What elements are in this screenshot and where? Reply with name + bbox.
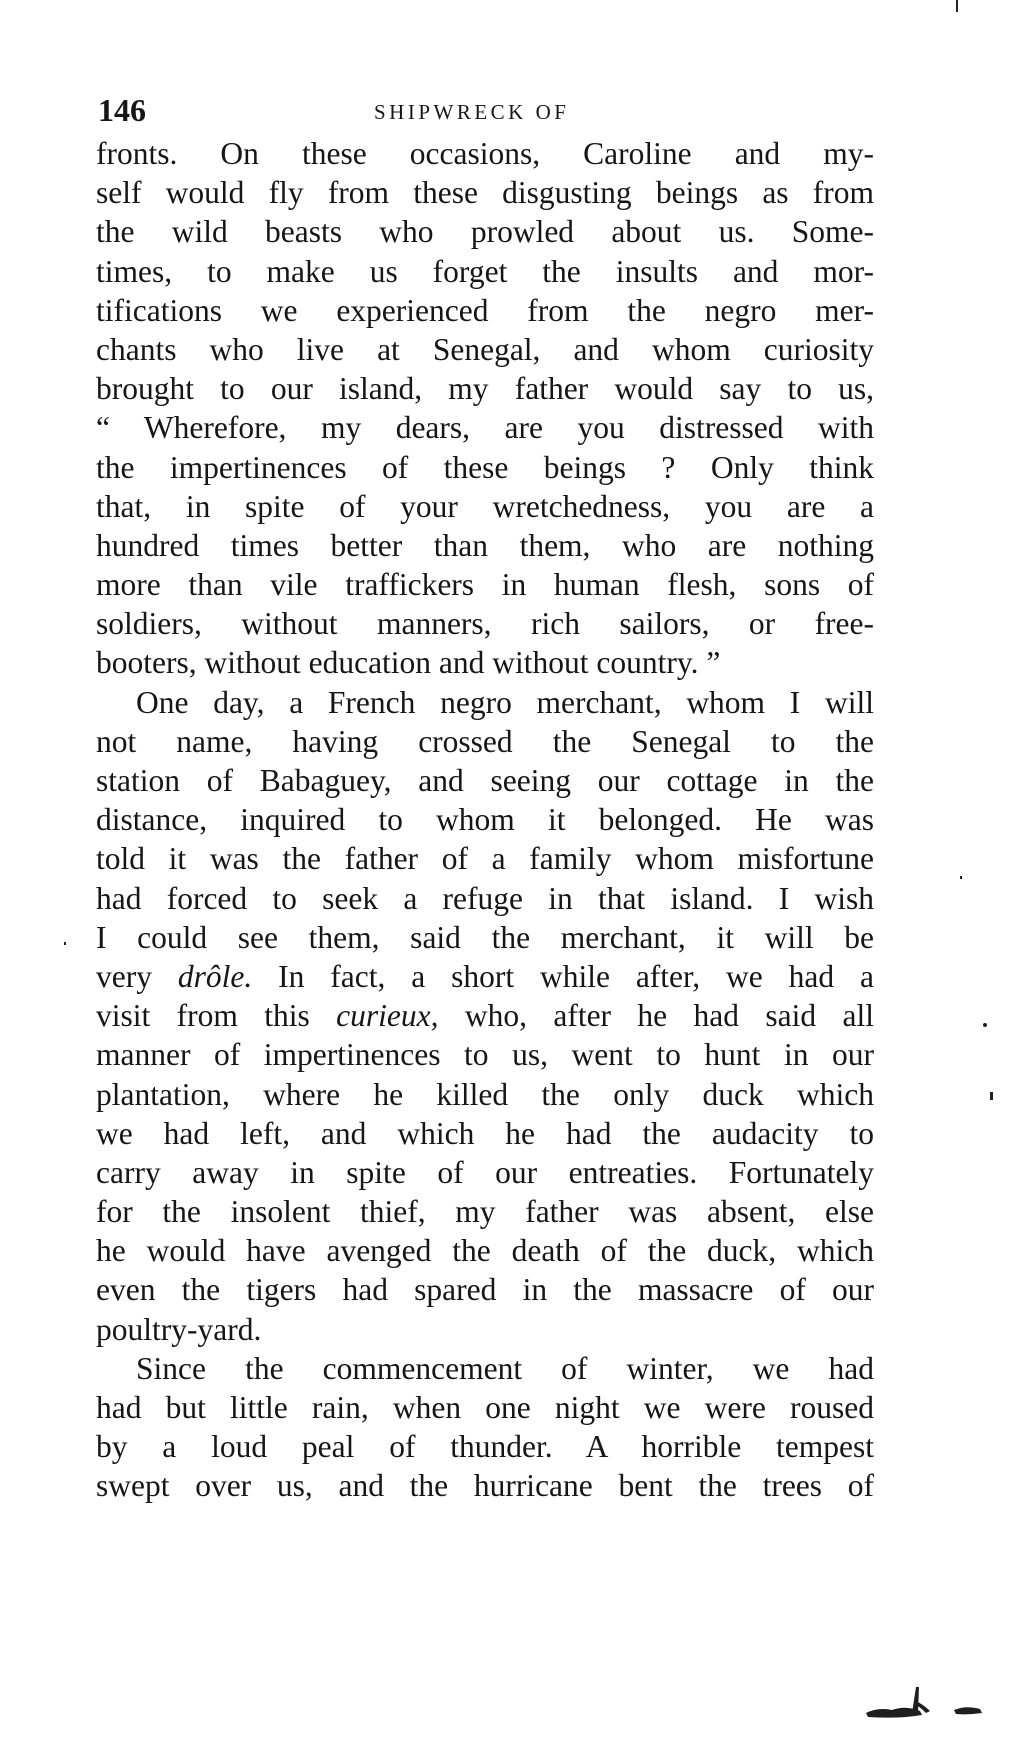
- text-line: carry away in spite of our entreaties. Fortunately: [96, 1154, 874, 1190]
- text-line: One day, a French negro merchant, whom I will: [136, 684, 874, 720]
- print-speck: [64, 942, 66, 945]
- printers-ornament-icon: [858, 1683, 1018, 1723]
- text-line: by a loud peal of thunder. A horrible tempest: [96, 1429, 874, 1465]
- text-line: manner of impertinences to us, went to hunt in our: [96, 1037, 874, 1073]
- text-line: the impertinences of these beings ? Only think: [96, 449, 874, 485]
- text-line: even the tigers had spared in the massacre of our: [96, 1272, 874, 1308]
- text-run: visit from this: [96, 998, 337, 1034]
- text-line: times, to make us forget the insults and mor-: [96, 253, 874, 289]
- text-line: [96, 957, 874, 996]
- text-line: swept over us, and the hurricane bent the trees of: [96, 1468, 874, 1504]
- text-line: plantation, where he killed the only duck which: [96, 1076, 874, 1112]
- text-line: “ Wherefore, my dears, are you distressed with: [96, 410, 874, 446]
- text-line: hundred times better than them, who are nothing: [96, 527, 874, 563]
- text-line: tifications we experienced from the negro mer-: [96, 292, 874, 328]
- text-line: told it was the father of a family whom misfortune: [96, 841, 874, 877]
- text-line: that, in spite of your wretchedness, you are a: [96, 488, 874, 524]
- text-line: not name, having crossed the Senegal to the: [96, 723, 874, 759]
- print-speck: [956, 0, 958, 12]
- text-line: I could see them, said the merchant, it will be: [96, 919, 874, 955]
- text-line: had forced to seek a refuge in that island. I wish: [96, 880, 874, 916]
- text-line: Since the commencement of winter, we had: [136, 1350, 874, 1386]
- text-line: brought to our island, my father would say to us,: [96, 371, 874, 407]
- text-line: fronts. On these occasions, Caroline and my-: [96, 136, 874, 171]
- text-line: booters, without education and without country. ”: [96, 645, 721, 681]
- italic-word: drôle.: [177, 958, 253, 994]
- text-line: the wild beasts who prowled about us. Some-: [96, 214, 874, 250]
- print-speck: [990, 1092, 993, 1100]
- text-line: station of Babaguey, and seeing our cottage in the: [96, 763, 874, 798]
- text-line: more than vile traffickers in human flesh, sons of: [96, 567, 874, 603]
- print-speck: [983, 1023, 987, 1027]
- text-line: distance, inquired to whom it belonged. He was: [96, 802, 874, 838]
- text-line: soldiers, without manners, rich sailors, or free-: [96, 606, 874, 642]
- page-number: 146: [98, 92, 146, 128]
- text-line: [96, 996, 874, 1035]
- page-header: [98, 92, 868, 136]
- print-speck: [960, 876, 962, 879]
- text-line: self would fly from these disgusting beings as from: [96, 175, 874, 211]
- text-line: poultry-yard.: [96, 1311, 262, 1347]
- text-line: we had left, and which he had the audacity to: [96, 1115, 874, 1151]
- text-run: who, after he had said all: [438, 998, 874, 1034]
- text-line: for the insolent thief, my father was absent, else: [96, 1194, 874, 1230]
- italic-word: curieux,: [336, 998, 439, 1034]
- running-head: SHIPWRECK OF: [374, 100, 570, 124]
- text-line: had but little rain, when one night we were roused: [96, 1390, 874, 1425]
- text-run: very: [96, 958, 178, 994]
- text-run: In fact, a short while after, we had a: [252, 958, 874, 994]
- body-text: [96, 134, 874, 1506]
- text-line: chants who live at Senegal, and whom curiosity: [96, 331, 874, 367]
- text-line: he would have avenged the death of the duck, which: [96, 1233, 874, 1269]
